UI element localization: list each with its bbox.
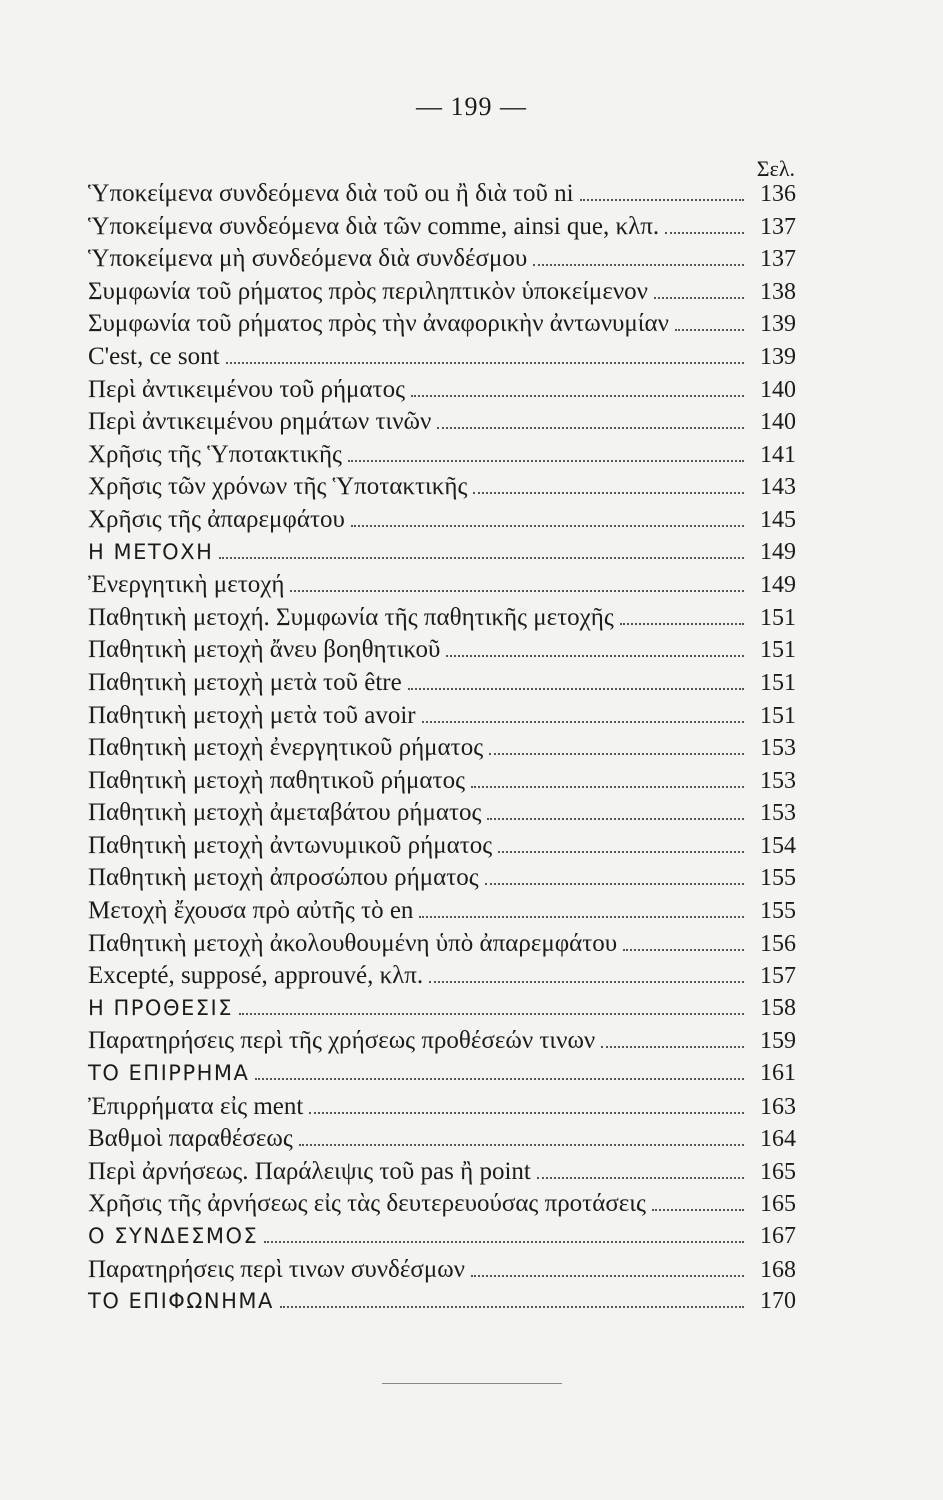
toc-entry-title: Μετοχὴ ἔχουσα πρὸ αὐτῆς τὸ en xyxy=(88,897,414,925)
toc-entry xyxy=(88,767,796,800)
toc-entry-title: Χρῆσις τῆς ἀρνήσεως εἰς τὰς δευτερευούσας προτάσεις xyxy=(88,1190,646,1218)
toc-entry-page: 153 xyxy=(760,800,796,827)
toc-entry-title: Παθητικὴ μετοχὴ μετὰ τοῦ avoir xyxy=(88,701,416,729)
toc-entry-title: Περὶ ἀρνήσεως. Παράλειψις τοῦ pas ἢ point xyxy=(88,1157,531,1185)
toc-entry-title: Βαθμοὶ παραθέσεως xyxy=(88,1125,293,1153)
dot-leader xyxy=(446,655,744,657)
dot-leader xyxy=(309,1112,744,1114)
dot-leader xyxy=(264,1241,744,1243)
dot-leader xyxy=(411,395,744,397)
dot-leader xyxy=(473,492,744,494)
page-column-label: Σελ. xyxy=(756,156,795,181)
dot-leader xyxy=(652,1209,744,1211)
toc-entry-title: C'est, ce sont xyxy=(88,342,220,370)
dot-leader xyxy=(280,1306,744,1308)
dot-leader xyxy=(408,688,744,690)
toc-entry xyxy=(88,278,796,311)
toc-entry xyxy=(88,1093,796,1126)
dot-leader xyxy=(290,590,744,592)
toc-entry xyxy=(88,1158,796,1191)
toc-entry-page: 145 xyxy=(760,506,796,533)
toc-entry-page: 158 xyxy=(760,994,796,1021)
toc-entry-page: 154 xyxy=(760,832,796,859)
toc-entry-title: Περὶ ἀντικειμένου ρημάτων τινῶν xyxy=(88,408,432,436)
toc-entry-page: 167 xyxy=(760,1223,796,1249)
toc-entry-title: Παθητικὴ μετοχὴ παθητικοῦ ρήματος xyxy=(88,766,465,794)
toc-section-heading xyxy=(88,1223,796,1256)
dot-leader xyxy=(219,557,744,559)
toc-entry xyxy=(88,669,796,702)
toc-entry xyxy=(88,604,796,637)
toc-entry-page: 139 xyxy=(760,311,796,338)
toc-entry-page: 137 xyxy=(760,246,796,273)
toc-entry xyxy=(88,245,796,278)
toc-entry-page: 159 xyxy=(760,1028,796,1055)
toc-entry-page: 153 xyxy=(760,735,796,762)
dot-leader xyxy=(255,1078,744,1080)
toc-entry-title: Ὑποκείμενα συνδεόμενα διὰ τῶν comme, ainsi que, κλπ. xyxy=(88,212,660,240)
toc-entry-page: 149 xyxy=(760,572,796,599)
toc-entry-title: Παθητικὴ μετοχή. Συμφωνία τῆς παθητικῆς μετοχῆς xyxy=(88,603,614,631)
toc-entry-page: 141 xyxy=(760,441,796,468)
dot-leader xyxy=(533,264,744,266)
toc-entry-page: 140 xyxy=(760,376,796,403)
toc-entry-page: 155 xyxy=(760,865,796,892)
toc-entry-page: 156 xyxy=(760,930,796,957)
toc-section-heading xyxy=(88,995,796,1028)
toc-entry-page: 151 xyxy=(760,669,796,696)
toc-entry-page: 153 xyxy=(760,767,796,794)
toc-entry-title: Ο ΣΥΝΔΕΣΜΟΣ xyxy=(88,1224,259,1248)
bottom-rule xyxy=(382,1383,562,1384)
dot-leader xyxy=(498,851,744,853)
toc-entry xyxy=(88,473,796,506)
toc-entry-page: 168 xyxy=(760,1256,796,1283)
toc-entry-page: 170 xyxy=(760,1288,796,1315)
toc-entry xyxy=(88,734,796,767)
toc-entry-page: 161 xyxy=(760,1060,796,1087)
dot-leader xyxy=(537,1177,744,1179)
toc-entry xyxy=(88,636,796,669)
toc-entry-title: Παρατηρήσεις περὶ τινων συνδέσμων xyxy=(88,1255,465,1283)
toc-section-heading xyxy=(88,1060,796,1093)
dot-leader xyxy=(422,721,744,723)
dot-leader xyxy=(665,232,744,234)
toc-entry xyxy=(88,441,796,474)
dot-leader xyxy=(351,525,744,527)
dot-leader xyxy=(623,949,744,951)
dot-leader xyxy=(489,753,744,755)
toc-entry-title: Παθητικὴ μετοχὴ ἀμεταβάτου ρήματος xyxy=(88,799,482,827)
dot-leader xyxy=(299,1144,744,1146)
toc-entry xyxy=(88,702,796,735)
dot-leader xyxy=(487,818,744,820)
toc-entry-title: ΤΟ ΕΠΙΡΡΗΜΑ xyxy=(88,1061,250,1086)
toc-entry-title: Χρῆσις τῶν χρόνων τῆς Ὑποτακτικῆς xyxy=(88,473,468,501)
toc-entry-page: 155 xyxy=(760,898,796,925)
toc-entry-page: 149 xyxy=(760,538,796,565)
toc-entry-page: 165 xyxy=(760,1191,796,1218)
toc-entry xyxy=(88,343,796,376)
toc-entry-page: 140 xyxy=(760,409,796,436)
toc-entry xyxy=(88,408,796,441)
toc-entry-title: Ἐνεργητικὴ μετοχή xyxy=(88,571,285,599)
toc-entry-page: 164 xyxy=(760,1126,796,1153)
dot-leader xyxy=(348,460,744,462)
toc-entry-page: 151 xyxy=(760,637,796,664)
dot-leader xyxy=(226,362,744,364)
dot-leader xyxy=(675,329,744,331)
toc-section-heading xyxy=(88,1288,796,1321)
toc-entry-title: Παθητικὴ μετοχὴ ἐνεργητικοῦ ρήματος xyxy=(88,734,484,762)
toc-entry xyxy=(88,180,796,213)
toc-entry-title: Η ΜΕΤΟΧΗ xyxy=(88,539,214,564)
dot-leader xyxy=(620,623,744,625)
toc-entry xyxy=(88,506,796,539)
toc-entry-title: Παθητικὴ μετοχὴ μετὰ τοῦ être xyxy=(88,668,402,696)
toc-entry-page: 151 xyxy=(760,604,796,631)
toc-entry-title: Η ΠΡΟΘΕΣΙΣ xyxy=(88,995,233,1020)
toc-entry-title: Παθητικὴ μετοχὴ ἀντωνυμικοῦ ρήματος xyxy=(88,831,493,859)
toc-entry xyxy=(88,213,796,246)
toc-entry-title: Περὶ ἀντικειμένου τοῦ ρήματος xyxy=(88,375,406,403)
toc-entry-title: Ὑποκείμενα μὴ συνδεόμενα διὰ συνδέσμου xyxy=(88,245,528,273)
dot-leader xyxy=(485,883,744,885)
dot-leader xyxy=(471,1275,744,1277)
toc-entry xyxy=(88,799,796,832)
toc-entry xyxy=(88,1190,796,1223)
toc-entry-title: Χρῆσις τῆς ἀπαρεμφάτου xyxy=(88,505,345,533)
toc-entry-page: 138 xyxy=(760,278,796,305)
toc-entry-page: 136 xyxy=(760,181,796,207)
dot-leader xyxy=(601,1046,744,1048)
toc-entry-title: Παρατηρήσεις περὶ τῆς χρήσεως προθέσεών τινων xyxy=(88,1027,596,1055)
toc-entry-title: Ἐπιρρήματα εἰς ment xyxy=(88,1092,304,1120)
dot-leader xyxy=(654,297,744,299)
toc-entry xyxy=(88,832,796,865)
dot-leader xyxy=(429,981,744,983)
dot-leader xyxy=(471,786,744,788)
toc-entry-page: 157 xyxy=(760,963,796,990)
page-number: — 199 — xyxy=(416,92,527,121)
toc-entry-title: Συμφωνία τοῦ ρήματος πρὸς περιληπτικὸν ὑποκείμενον xyxy=(88,277,648,305)
toc-entry xyxy=(88,376,796,409)
toc-entry xyxy=(88,864,796,897)
toc-entry-page: 143 xyxy=(760,474,796,501)
toc-entry-title: Παθητικὴ μετοχὴ ἀκολουθουμένη ὑπὸ ἀπαρεμφάτου xyxy=(88,929,618,957)
toc-entry-page: 163 xyxy=(760,1093,796,1120)
toc-section-heading xyxy=(88,539,796,572)
toc-entry-title: Συμφωνία τοῦ ρήματος πρὸς τὴν ἀναφορικὴν ἀντωνυμίαν xyxy=(88,310,669,338)
dot-leader xyxy=(239,1013,744,1015)
toc-entry xyxy=(88,930,796,963)
toc-entry xyxy=(88,1027,796,1060)
toc-entry-page: 151 xyxy=(760,702,796,729)
dot-leader xyxy=(437,427,744,429)
toc-entry-title: ΤΟ ΕΠΙΦΩΝΗΜΑ xyxy=(88,1289,274,1314)
toc-entry-page: 137 xyxy=(760,213,796,240)
toc-entry xyxy=(88,897,796,930)
toc-entry-title: Excepté, supposé, approuvé, κλπ. xyxy=(88,962,424,990)
toc-entry-title: Ὑποκείμενα συνδεόμενα διὰ τοῦ ou ἢ διὰ τοῦ ni xyxy=(88,180,574,207)
toc-entry xyxy=(88,310,796,343)
toc-entry xyxy=(88,571,796,604)
dot-leader xyxy=(580,199,744,201)
table-of-contents xyxy=(88,180,796,1321)
toc-entry-page: 139 xyxy=(760,343,796,370)
toc-entry-page: 165 xyxy=(760,1158,796,1185)
toc-entry-title: Παθητικὴ μετοχὴ ἄνευ βοηθητικοῦ xyxy=(88,636,441,664)
toc-entry-title: Παθητικὴ μετοχὴ ἀπροσώπου ρήματος xyxy=(88,864,479,892)
dot-leader xyxy=(419,916,744,918)
toc-entry xyxy=(88,1125,796,1158)
toc-entry xyxy=(88,1256,796,1289)
toc-entry-title: Χρῆσις τῆς Ὑποτακτικῆς xyxy=(88,440,342,468)
toc-entry xyxy=(88,962,796,995)
